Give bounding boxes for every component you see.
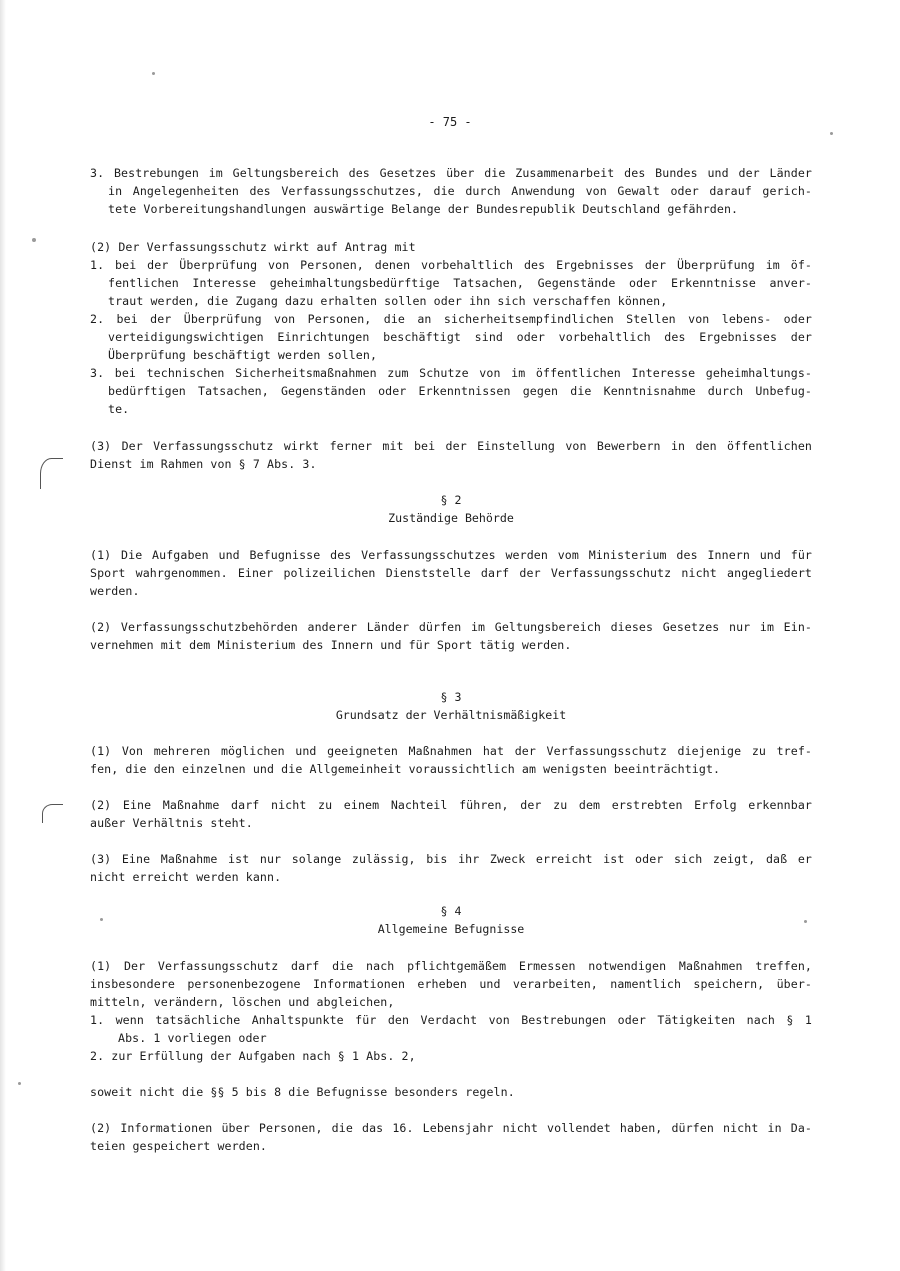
section-symbol: § 4 (440, 904, 462, 918)
scan-speck (152, 72, 155, 75)
scan-speck (804, 920, 807, 923)
text-line: (2) Eine Maßnahme darf nicht zu einem Nachteil führen, der zu dem erstrebten Erfolg erkennbar (90, 798, 812, 812)
text-line: Abs. 1 vorliegen oder (118, 1031, 267, 1045)
text-line: 2. zur Erfüllung der Aufgaben nach § 1 Abs. 2, (90, 1049, 416, 1063)
text-line: mitteln, verändern, löschen und abgleichen, (90, 995, 395, 1009)
text-line: (1) Von mehreren möglichen und geeigneten Maßnahmen hat der Verfassungsschutz diejenige zu tref- (90, 744, 812, 758)
text-line: Dienst im Rahmen von § 7 Abs. 3. (90, 457, 317, 471)
scan-speck (18, 1082, 21, 1085)
text-line: (1) Die Aufgaben und Befugnisse des Verfassungsschutzes werden vom Ministerium des Innern und für (90, 548, 812, 562)
text-line: tete Vorbereitungshandlungen auswärtige Belange der Bundesrepublik Deutschland gefährden. (108, 202, 739, 216)
scan-speck (830, 132, 833, 135)
scan-mark (42, 804, 63, 823)
text-line: außer Verhältnis steht. (90, 816, 253, 830)
text-line: traut werden, die Zugang dazu erhalten sollen oder ihn sich verschaffen können, (108, 294, 668, 308)
text-line: fen, die den einzelnen und die Allgemeinheit voraussichtlich am wenigsten beeinträchtigt. (90, 762, 721, 776)
section-title: Zuständige Behörde (388, 511, 514, 525)
text-line: (1) Der Verfassungsschutz darf die nach pflichtgemäßem Ermessen notwendigen Maßnahmen treffen, (90, 959, 812, 973)
text-line: in Angelegenheiten des Verfassungsschutzes, die durch Anwendung von Gewalt oder darauf gerich- (108, 184, 812, 198)
text-line: 1. bei der Überprüfung von Personen, denen vorbehaltlich des Ergebnisses der Überprüfung im öf- (90, 258, 812, 272)
text-line: verteidigungswichtigen Einrichtungen beschäftigt sind oder vorbehaltlich des Ergebnisses der (108, 330, 812, 344)
text-line: (3) Der Verfassungsschutz wirkt ferner mit bei der Einstellung von Bewerbern in den öffentlichen (90, 439, 812, 453)
text-line: insbesondere personenbezogene Informationen erheben und verarbeiten, namentlich speichern, über- (90, 977, 812, 991)
scan-speck (32, 238, 36, 242)
text-line: nicht erreicht werden kann. (90, 870, 282, 884)
text-line: (2) Verfassungsschutzbehörden anderer Länder dürfen im Geltungsbereich dieses Gesetzes nur im Ein- (90, 620, 812, 634)
section-symbol: § 2 (440, 493, 462, 507)
text-line: Sport wahrgenommen. Einer polizeilichen Dienststelle darf der Verfassungsschutz nicht angegliedert (90, 566, 812, 580)
page-number: - 75 - (428, 115, 472, 129)
text-line: (3) Eine Maßnahme ist nur solange zulässig, bis ihr Zweck erreicht ist oder sich zeigt, daß er (90, 852, 812, 866)
section-symbol: § 3 (440, 690, 462, 704)
scan-mark (40, 458, 63, 489)
section-title: Grundsatz der Verhältnismäßigkeit (335, 708, 567, 722)
text-line: 3. Bestrebungen im Geltungsbereich des Gesetzes über die Zusammenarbeit des Bundes und der Länder (90, 166, 812, 180)
text-line: te. (108, 402, 130, 416)
text-line: 3. bei technischen Sicherheitsmaßnahmen zum Schutze von im öffentlichen Interesse geheimhaltungs- (90, 366, 812, 380)
text-line: Überprüfung beschäftigt werden sollen, (108, 348, 378, 362)
scan-speck (100, 918, 103, 921)
text-line: (2) Der Verfassungsschutz wirkt auf Antrag mit (90, 240, 416, 254)
text-line: vernehmen mit dem Ministerium des Innern und für Sport tätig werden. (90, 638, 572, 652)
text-line: 2. bei der Überprüfung von Personen, die an sicherheitsempfindlichen Stellen von lebens- oder (90, 312, 812, 326)
section-title: Allgemeine Befugnisse (377, 922, 525, 936)
text-line: (2) Informationen über Personen, die das 16. Lebensjahr nicht vollendet haben, dürfen nicht in Da- (90, 1121, 812, 1135)
text-line: 1. wenn tatsächliche Anhaltspunkte für den Verdacht von Bestrebungen oder Tätigkeiten nach § 1 (90, 1013, 812, 1027)
text-line: teien gespeichert werden. (90, 1139, 268, 1153)
scan-edge (0, 0, 6, 1271)
text-line: fentlichen Interesse geheimhaltungsbedürftige Tatsachen, Gegenstände oder Erkenntnisse anver- (108, 276, 812, 290)
text-line: werden. (90, 584, 140, 598)
text-line: soweit nicht die §§ 5 bis 8 die Befugnisse besonders regeln. (90, 1085, 515, 1099)
text-line: bedürftigen Tatsachen, Gegenständen oder Erkenntnissen gegen die Kenntnisnahme durch Unbefug- (108, 384, 812, 398)
